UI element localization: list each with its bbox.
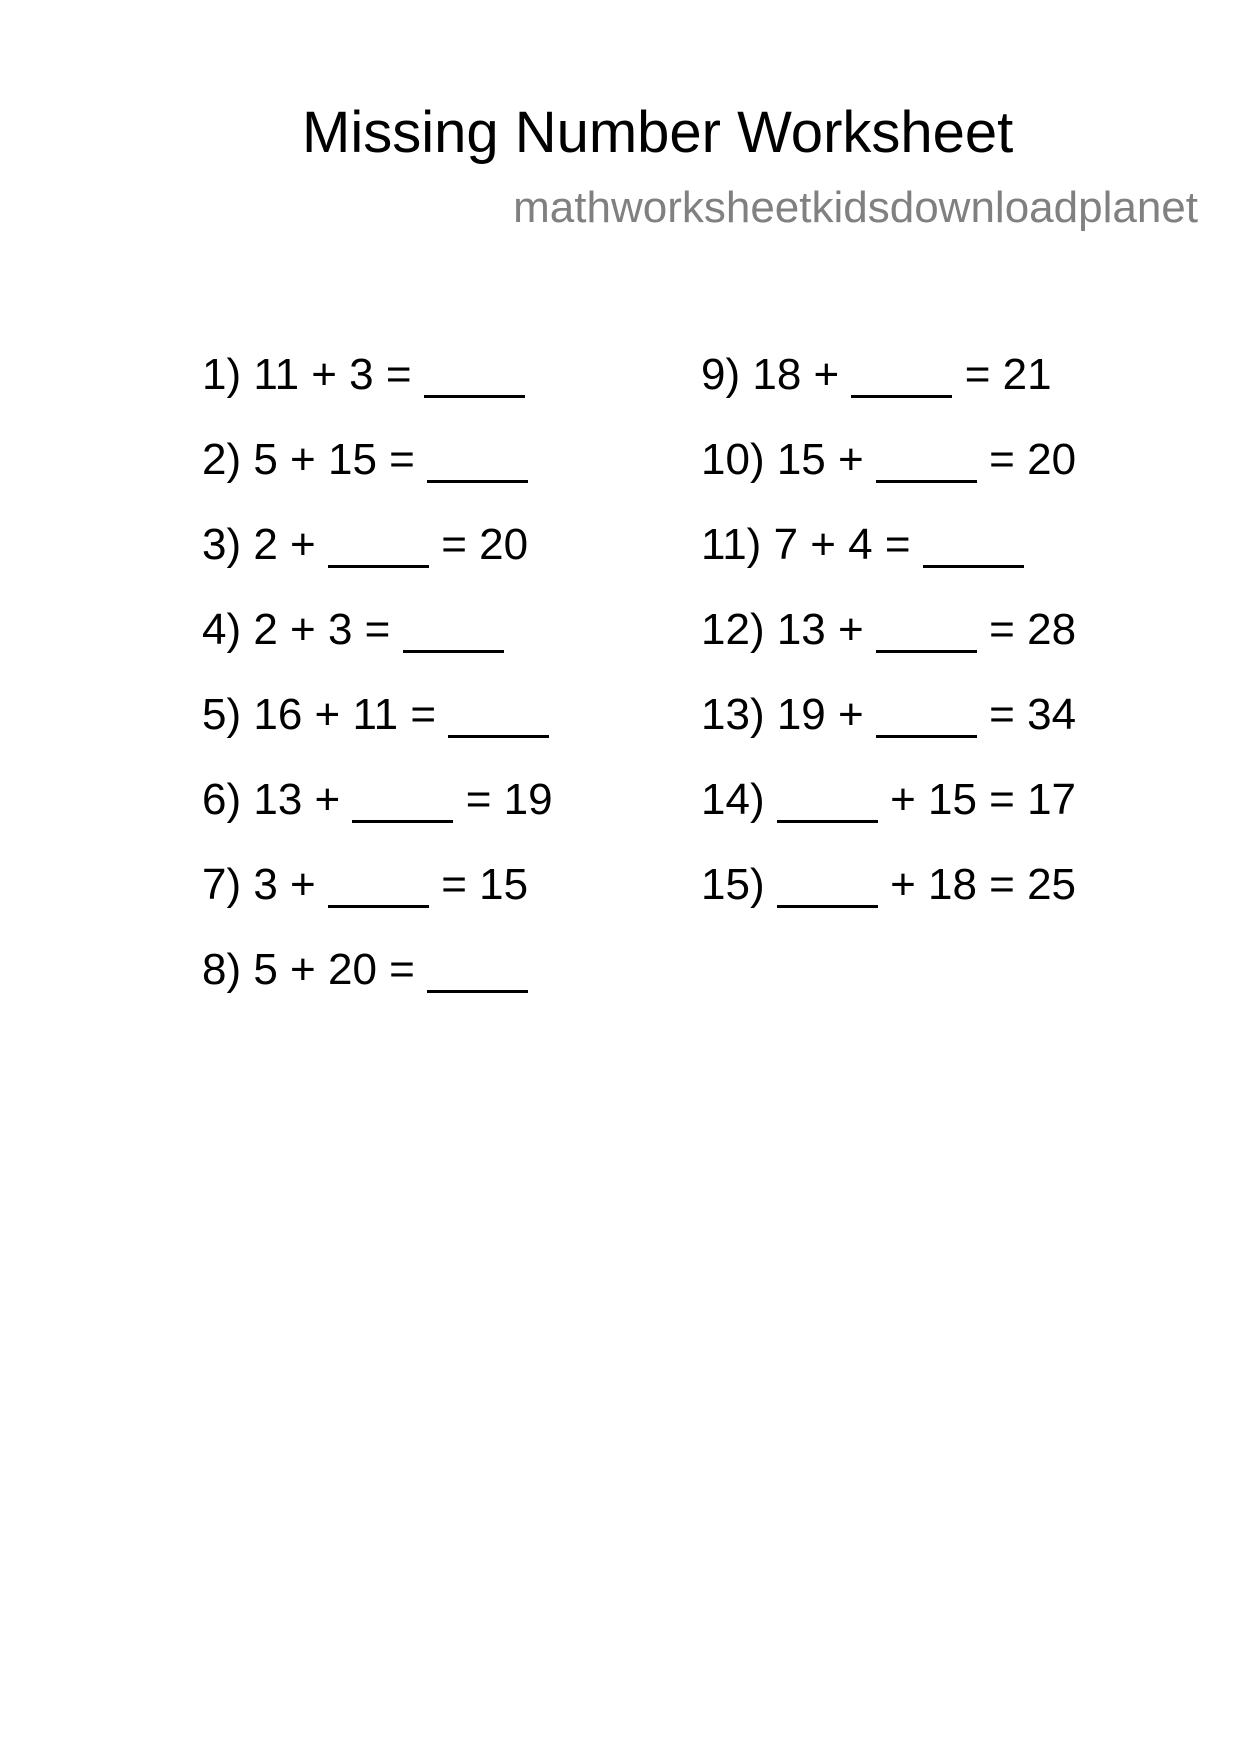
problem-number: 8) bbox=[202, 945, 242, 994]
problem-number: 5) bbox=[202, 690, 242, 739]
problem-3 bbox=[202, 518, 553, 603]
problem-4 bbox=[202, 603, 553, 688]
problem-after: + 15 = 17 bbox=[890, 775, 1077, 824]
worksheet-title-text: Missing Number Worksheet bbox=[302, 100, 1014, 165]
answer-blank[interactable] bbox=[777, 778, 878, 823]
problem-5 bbox=[202, 688, 553, 773]
answer-blank[interactable] bbox=[851, 353, 952, 398]
problem-number: 2) bbox=[202, 435, 242, 484]
problem-number: 14) bbox=[701, 775, 765, 824]
problem-14 bbox=[701, 773, 1076, 858]
problem-number: 12) bbox=[701, 605, 765, 654]
problem-before: 5 + 20 = bbox=[253, 945, 415, 994]
problem-7 bbox=[202, 858, 553, 943]
problem-10 bbox=[701, 433, 1076, 518]
problem-2 bbox=[202, 433, 553, 518]
problem-before: 16 + 11 = bbox=[253, 690, 437, 739]
problem-12 bbox=[701, 603, 1076, 688]
problem-number: 13) bbox=[701, 690, 765, 739]
problem-number: 4) bbox=[202, 605, 242, 654]
problem-15 bbox=[701, 858, 1076, 943]
problem-1 bbox=[202, 348, 553, 433]
problem-before: 2 + bbox=[253, 520, 316, 569]
problem-number: 15) bbox=[701, 860, 765, 909]
problem-before: 7 + 4 = bbox=[773, 520, 911, 569]
problem-before: 3 + bbox=[253, 860, 316, 909]
problem-before: 5 + 15 = bbox=[253, 435, 415, 484]
problem-8 bbox=[202, 943, 553, 1028]
answer-blank[interactable] bbox=[876, 608, 977, 653]
answer-blank[interactable] bbox=[328, 523, 429, 568]
problem-after: = 21 bbox=[964, 350, 1052, 399]
problem-after: = 15 bbox=[441, 860, 529, 909]
problem-6 bbox=[202, 773, 553, 858]
answer-blank[interactable] bbox=[427, 438, 528, 483]
problem-after: = 19 bbox=[465, 775, 553, 824]
problem-after: = 34 bbox=[989, 690, 1077, 739]
answer-blank[interactable] bbox=[777, 863, 878, 908]
problem-13 bbox=[701, 688, 1076, 773]
answer-blank[interactable] bbox=[424, 353, 525, 398]
problem-before: 19 + bbox=[776, 690, 864, 739]
answer-blank[interactable] bbox=[876, 438, 977, 483]
problem-before: 2 + 3 = bbox=[253, 605, 391, 654]
answer-blank[interactable] bbox=[923, 523, 1024, 568]
problem-before: 13 + bbox=[776, 605, 864, 654]
problem-after: + 18 = 25 bbox=[890, 860, 1077, 909]
answer-blank[interactable] bbox=[403, 608, 504, 653]
problem-after: = 20 bbox=[989, 435, 1077, 484]
problem-before: 18 + bbox=[752, 350, 840, 399]
worksheet-subtitle: mathworksheetkidsdownloadplanet bbox=[513, 183, 1198, 232]
problem-number: 7) bbox=[202, 860, 242, 909]
answer-blank[interactable] bbox=[448, 693, 549, 738]
problem-after: = 20 bbox=[441, 520, 529, 569]
answer-blank[interactable] bbox=[427, 948, 528, 993]
problem-number: 6) bbox=[202, 775, 242, 824]
problem-11 bbox=[701, 518, 1076, 603]
problem-number: 11) bbox=[701, 520, 762, 569]
problem-after: = 28 bbox=[989, 605, 1077, 654]
problem-before: 15 + bbox=[776, 435, 864, 484]
problem-number: 1) bbox=[202, 350, 242, 399]
answer-blank[interactable] bbox=[352, 778, 453, 823]
problem-9 bbox=[701, 348, 1076, 433]
problem-before: 13 + bbox=[253, 775, 341, 824]
problems-left-column bbox=[202, 348, 553, 1028]
problem-number: 3) bbox=[202, 520, 242, 569]
answer-blank[interactable] bbox=[328, 863, 429, 908]
problem-before: 11 + 3 = bbox=[253, 350, 412, 399]
answer-blank[interactable] bbox=[876, 693, 977, 738]
problems-right-column bbox=[701, 348, 1076, 943]
problem-number: 9) bbox=[701, 350, 741, 399]
problem-number: 10) bbox=[701, 435, 765, 484]
